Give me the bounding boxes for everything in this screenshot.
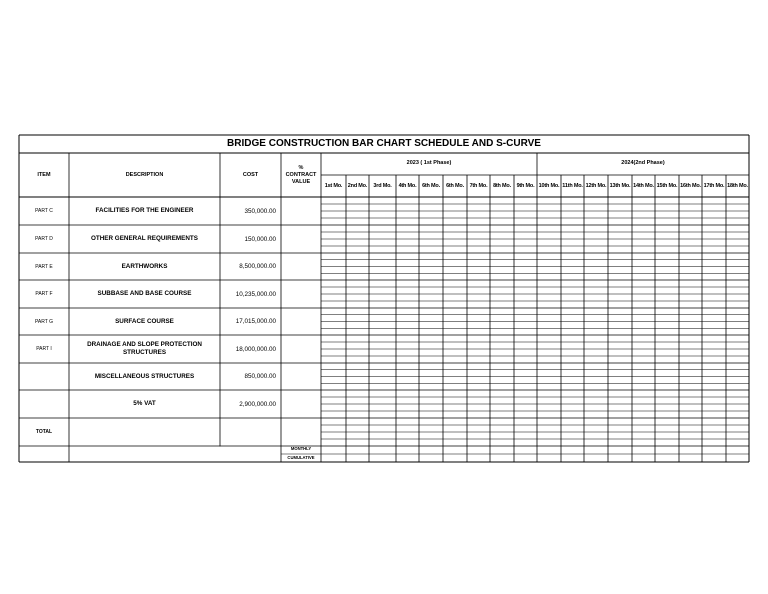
row-item-code (19, 363, 69, 390)
month-header: 3rd Mo. (373, 183, 392, 189)
row-cost: 18,000,000.00 (235, 345, 276, 353)
row-item-code: PART I (36, 346, 52, 352)
row-item-code: PART C (35, 208, 53, 214)
sheet-title: BRIDGE CONSTRUCTION BAR CHART SCHEDULE AND S-CURVE (227, 138, 541, 149)
row-cost: 17,015,000.00 (235, 318, 276, 325)
row-item-code: PART E (35, 263, 53, 270)
month-header: 1st Mo. (324, 183, 343, 189)
row-item-code: PART D (35, 236, 53, 242)
row-description: OTHER GENERAL REQUIREMENTS (91, 235, 198, 242)
total-label: TOTAL (35, 429, 53, 435)
month-header: 4th Mo. (398, 183, 417, 189)
month-header: 2nd Mo. (347, 183, 368, 189)
row-description: DRAINAGE AND SLOPE PROTECTION STRUCTURES (87, 341, 202, 356)
month-header: 16th Mo. (680, 183, 701, 189)
row-description: SUBBASE AND BASE COURSE (97, 290, 192, 297)
header-contract-value: % CONTRACT VALUE (285, 164, 317, 185)
merge-mask (219, 447, 221, 462)
row-cost: 150,000.00 (244, 235, 276, 243)
month-header: 6th Mo. (422, 183, 440, 189)
header-phase-1: 2023 ( 1st Phase) (406, 160, 452, 166)
month-header: 6th Mo. (446, 183, 464, 189)
month-header: 10th Mo. (538, 183, 560, 189)
month-header: 9th Mo. (516, 183, 535, 189)
row-description: 5% VAT (133, 400, 156, 407)
row-item-code: PART G (34, 318, 54, 325)
row-description: FACILITIES FOR THE ENGINEER (95, 207, 194, 214)
row-description: SURFACE COURSE (115, 317, 174, 325)
month-header: 15th Mo. (656, 183, 678, 189)
month-header: 12th Mo. (585, 183, 607, 189)
cumulative-label: CUMULATIVE (287, 455, 315, 460)
month-header: 17th Mo. (703, 183, 725, 189)
header-description: DESCRIPTION (125, 171, 164, 178)
row-description: EARTHWORKS (121, 262, 168, 270)
row-item-code (19, 390, 69, 418)
row-cost: 2,900,000.00 (239, 400, 276, 408)
header-phase-2: 2024(2nd Phase) (621, 160, 665, 166)
month-header: 7th Mo. (469, 183, 488, 189)
header-cost: COST (242, 171, 259, 178)
header-item: ITEM (37, 171, 51, 178)
month-header: 14th Mo. (633, 183, 654, 189)
row-cost: 850,000.00 (244, 373, 276, 380)
month-header: 8th Mo. (493, 183, 511, 189)
monthly-label: MONTHLY (290, 446, 312, 451)
month-header: 18th Mo. (727, 183, 748, 189)
month-header: 11th Mo. (562, 183, 583, 189)
row-item-code: PART F (35, 291, 53, 297)
row-cost: 8,500,000.00 (239, 263, 276, 270)
row-description: MISCELLANEOUS STRUCTURES (94, 372, 195, 380)
row-cost: 350,000.00 (244, 207, 276, 215)
row-cost: 10,235,000.00 (235, 290, 276, 298)
month-header: 13th Mo. (609, 183, 631, 189)
